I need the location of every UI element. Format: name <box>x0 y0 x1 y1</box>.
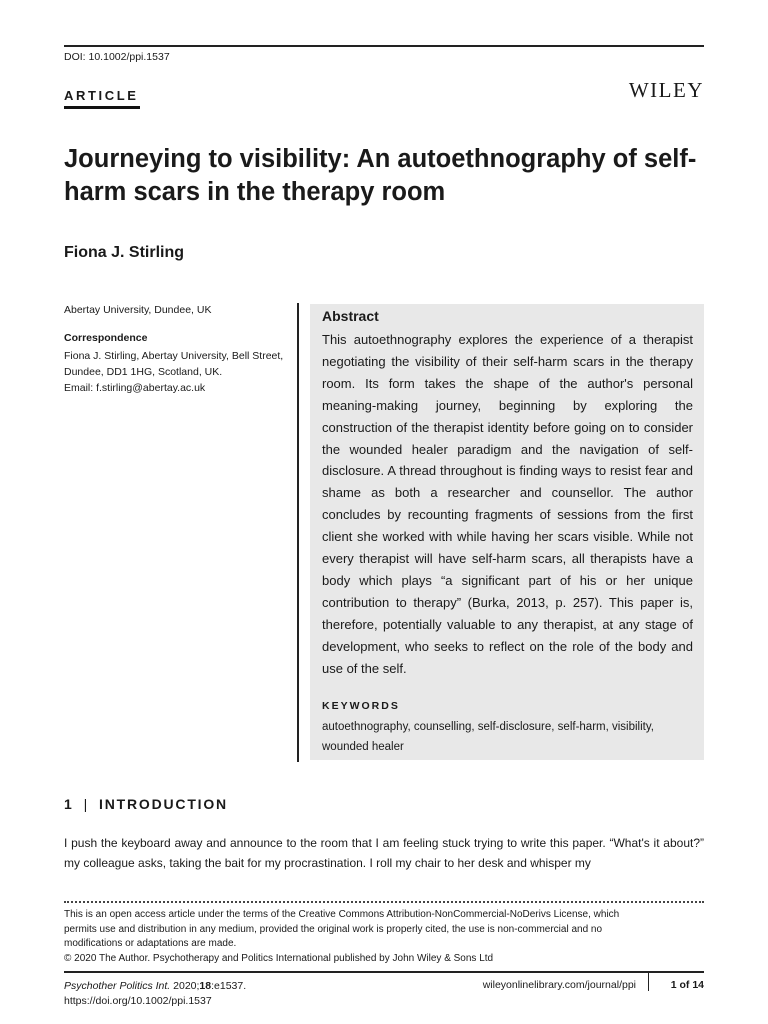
citation-article: :e1537. <box>211 980 247 992</box>
abstract-text: This autoethnography explores the experience of a therapist negotiating the visibility of their self-harm scars in the therapy room. Its form takes the shape of the author's personal meaning-making journey, beginning by exploring the construction of the therapist identity before going on to consider the wounded healer paradigm and the navigation of self-disclosure. A thread throughout is finding ways to resist fear and shame as both a researcher and counsellor. The author concludes by recounting fragments of sessions from the first client she worked with while having her scars visible. While not every therapist will have self-harm scars, all therapists have a body which plays “a significant part of his or her unique contribution to therapy” (Burka, 2013, p. 257). This paper is, therefore, potentially valuable to any therapist, at any stage of development, who seeks to reflect on the role of the body and use of the self. <box>322 332 693 676</box>
citation <box>64 979 246 1009</box>
article-type-underline <box>64 106 140 109</box>
correspondence-email[interactable]: Email: f.stirling@abertay.ac.uk <box>64 382 206 394</box>
license-line[interactable]: This is an open access article under the terms of the Creative Commons Attribution-NonCommercial-NoDerivs License, which <box>64 909 620 920</box>
section-number: 1 <box>64 796 74 812</box>
section-heading <box>64 796 228 812</box>
publisher-logo: WILEY <box>628 78 704 102</box>
license-line: modifications or adaptations are made. <box>64 938 237 949</box>
correspondence-address: Fiona J. Stirling, Abertay University, Bell Street, Dundee, DD1 1HG, Scotland, UK. <box>64 350 284 378</box>
keywords-list: autoethnography, counselling, self-disclosure, self-harm, visibility, wounded healer <box>322 721 654 753</box>
doi-text[interactable]: DOI: 10.1002/ppi.1537 <box>64 51 170 63</box>
footer-rule <box>64 971 704 973</box>
doi-link[interactable]: https://doi.org/10.1002/ppi.1537 <box>64 995 212 1007</box>
article-type-label: ARTICLE <box>64 88 139 103</box>
keywords-heading: KEYWORDS <box>322 700 400 712</box>
introduction-paragraph: I push the keyboard away and announce to the room that I am feeling stuck trying to write this paper. “What's it about?” my colleague asks, taking the bait for my procrastination. I roll my chair to her desk and whisper my <box>64 836 704 870</box>
footnote-divider <box>64 901 704 903</box>
license-line: permits use and distribution in any medium, provided the original work is properly cited, the use is non-commercial and no <box>64 923 603 935</box>
abstract-heading: Abstract <box>322 308 379 324</box>
journal-abbrev: Psychother Politics Int. <box>64 980 171 992</box>
affiliation: Abertay University, Dundee, UK <box>64 304 212 316</box>
license-note <box>64 908 704 966</box>
page-number: 1 of 14 <box>670 979 704 991</box>
header-rule <box>64 45 704 47</box>
column-divider <box>297 303 299 762</box>
citation-year: 2020; <box>173 980 200 992</box>
citation-volume: 18 <box>199 980 212 992</box>
correspondence-heading: Correspondence <box>64 332 148 344</box>
journal-url-link[interactable]: wileyonlinelibrary.com/journal/ppi <box>482 979 636 991</box>
footer-separator <box>648 973 649 991</box>
author-name[interactable]: Fiona J. Stirling <box>64 244 185 261</box>
copyright-line: © 2020 The Author. Psychotherapy and Politics International published by John Wiley & Sons Ltd <box>64 952 494 964</box>
section-separator: | <box>83 796 90 812</box>
paper-title: Journeying to visibility: An autoethnography of self-harm scars in the therapy room <box>64 145 697 206</box>
correspondence-block <box>64 348 294 396</box>
section-title: INTRODUCTION <box>99 796 228 812</box>
